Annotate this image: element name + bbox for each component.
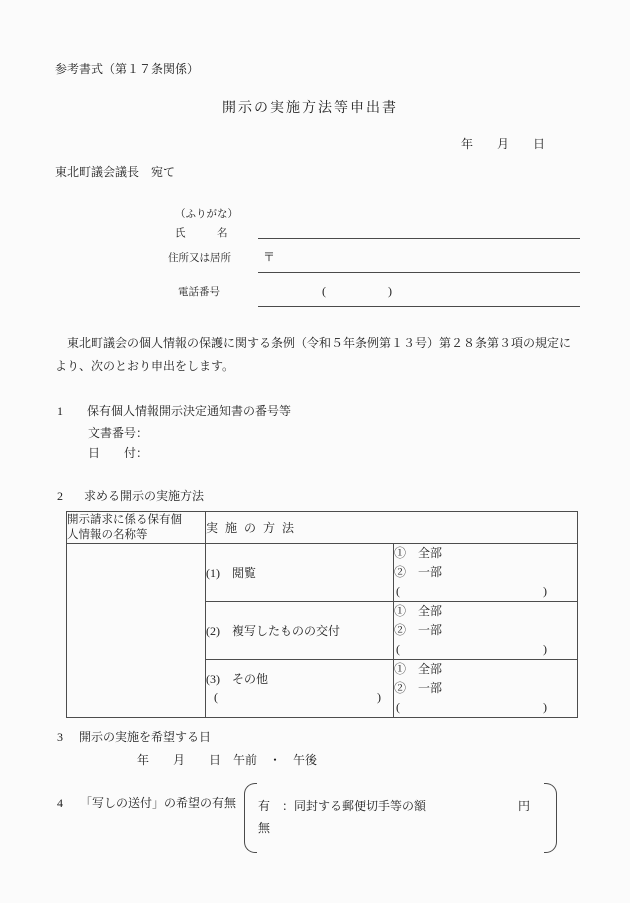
- table-header-method: 実施の方法: [206, 512, 578, 544]
- section3-number: 3: [57, 730, 63, 744]
- open-paren: (: [396, 584, 400, 598]
- table-options-cell-2: [394, 602, 578, 660]
- disclosure-method-table: [66, 511, 578, 718]
- option-1-part: ② 一部: [394, 565, 443, 579]
- section4-title: 「写しの送付」の希望の有無: [80, 796, 237, 810]
- table-header-info-name-line2: 人情報の名称等: [67, 528, 148, 541]
- open-paren: (: [396, 642, 400, 656]
- option-3-all: ① 全部: [394, 662, 443, 676]
- document-title: 開示の実施方法等申出書: [222, 101, 398, 116]
- section4-number: 4: [57, 796, 63, 810]
- copy-send-option-no: 無: [258, 821, 271, 835]
- table-options-cell-1: [394, 544, 578, 602]
- table-method-cell-3: [206, 660, 394, 718]
- option-1-paren-line: [394, 582, 577, 601]
- phone-field-underline: [258, 306, 580, 307]
- intro-paragraph-line-1: 東北町議会の個人情報の保護に関する条例（令和５年条例第１３号）第２８条第３項の規定に: [55, 336, 572, 350]
- open-paren: (: [396, 700, 400, 714]
- section1-title: 保有個人情報開示決定通知書の番号等: [87, 404, 292, 418]
- option-2-part: ② 一部: [394, 623, 443, 637]
- method-1-label: (1) 閲覧: [206, 566, 256, 580]
- address-label: 住所又は居所: [168, 253, 231, 264]
- option-2-all: ① 全部: [394, 604, 443, 618]
- addressee: 東北町議会議長 宛て: [55, 165, 176, 179]
- copy-send-unit: 円: [518, 799, 531, 813]
- table-method-cell-1: [206, 544, 394, 602]
- section3-title: 開示の実施を希望する日: [79, 730, 212, 744]
- copy-send-option-yes: 有 ：同封する郵便切手等の額: [258, 799, 427, 813]
- phone-paren-open: (: [322, 284, 326, 298]
- doc-number-label: 文書番号：: [88, 426, 149, 440]
- header-date-line: 年 月 日: [461, 137, 546, 151]
- option-3-part: ② 一部: [394, 681, 443, 695]
- table-options-cell-3: [394, 660, 578, 718]
- desired-date-line: 年 月 日 午前 ・ 午後: [137, 753, 318, 767]
- form-reference: 参考書式（第１７条関係）: [55, 62, 200, 76]
- left-bracket: [244, 783, 257, 853]
- option-1-all: ① 全部: [394, 546, 443, 560]
- section2-number: 2: [57, 489, 63, 503]
- close-paren: ): [543, 642, 548, 656]
- table-method-cell-2: [206, 602, 394, 660]
- address-field-underline: [258, 272, 580, 273]
- phone-paren-close: ): [388, 284, 392, 298]
- right-bracket: [544, 783, 557, 853]
- method-3-label: (3) その他: [206, 672, 268, 686]
- doc-date-label: 日 付：: [88, 446, 149, 460]
- postal-mark: 〒: [263, 250, 276, 264]
- close-paren: ): [543, 700, 548, 714]
- close-paren: ): [377, 690, 381, 704]
- close-paren: ): [543, 584, 548, 598]
- table-header-info-name-line1: 開示請求に係る保有個: [67, 513, 182, 526]
- option-2-paren-line: [394, 640, 577, 659]
- table-info-name-cell: [67, 544, 206, 718]
- method-2-label: (2) 複写したものの交付: [206, 624, 340, 638]
- phone-label: 電話番号: [178, 287, 220, 298]
- section2-title: 求める開示の実施方法: [84, 489, 205, 503]
- name-field-underline: [258, 238, 580, 239]
- name-label: 氏 名: [175, 228, 228, 239]
- open-paren: (: [214, 690, 218, 704]
- table-header-info-name: [67, 512, 206, 544]
- furigana-label: （ふりがな）: [175, 209, 238, 220]
- option-3-paren-line: [394, 698, 577, 717]
- intro-paragraph-line-2: より、次のとおり申出をします。: [55, 359, 235, 373]
- method-3-paren-line: [206, 687, 393, 707]
- section1-number: 1: [57, 404, 63, 418]
